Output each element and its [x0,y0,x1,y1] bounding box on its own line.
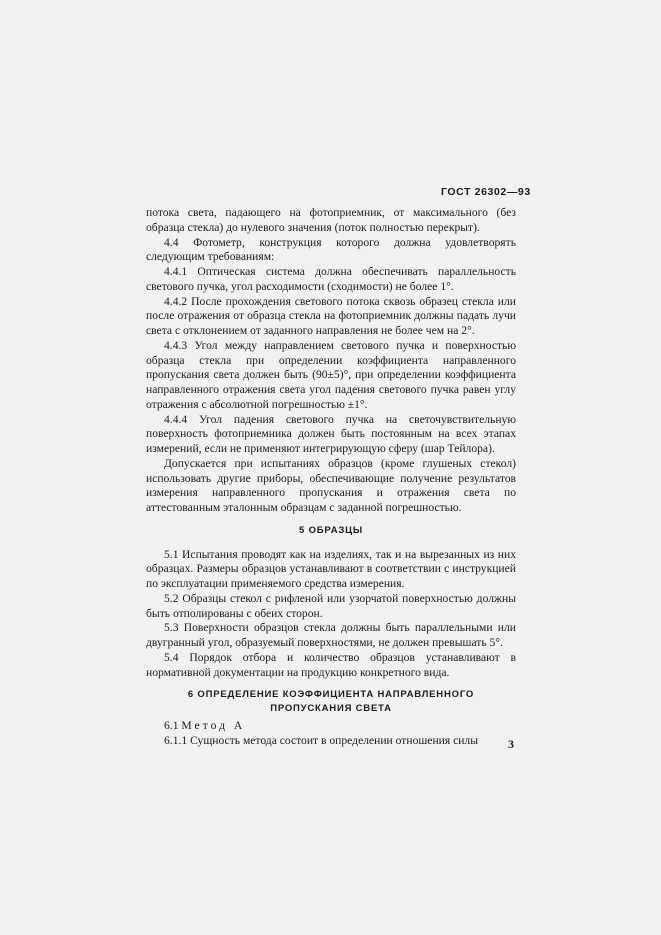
subsection-heading [146,719,516,734]
paragraph: 5.4 Порядок отбора и количество образцов устанавливают в нормативной документации на продукцию конкретного вида. [146,650,516,679]
section-title [146,688,516,716]
paragraph: 6.1.1 Сущность метода состоит в определении отношения силы [164,734,479,747]
paragraph: 4.4.3 Угол между направлением светового пучка и поверхностью образца стекла при определении коэффициента направленного пропускания света должен быть (90±5)°, при определении коэффициента направленного отражения света угол падения светового пучка равен углу отражения с абсолютной погрешностью ±1°. [146,338,516,411]
paragraph: 5.3 Поверхности образцов стекла должны быть параллельными или двугранный угол, образуемый поверхностями, не должен превышать 5°. [146,621,516,649]
paragraph: потока света, падающего на фотоприемник, от максимального (без образца стекла) до нулевого значения (поток полностью перекрыт). [146,206,516,234]
paragraph: 4.4 Фотометр, конструкция которого должна удовлетворять следующим требованиям: [146,235,516,264]
paragraph: Допускается при испытаниях образцов (кроме глушеных стекол) использовать другие приборы, обеспечивающие получение результатов измерения направленного пропускания и отражения света по аттестованным эталонным образцам с заданной погрешностью. [146,456,516,514]
section-title-line: ПРОПУСКАНИЯ СВЕТА [270,703,392,715]
subsection-number: 6.1 [164,719,179,733]
paragraph: 5.2 Образцы стекол с рифленой или узорчатой поверхностью должны быть отполированы с обеих сторон. [146,591,516,620]
paragraph: 4.4.1 Оптическая система должна обеспечивать параллельность светового пучка, угол расходимости (сходимости) не более 1°. [146,265,516,293]
document-header: ГОСТ 26302—93 [441,186,531,198]
paragraph: 5.1 Испытания проводят как на изделиях, так и на вырезанных из них образцах. Размеры образцов устанавливают в соответствии с инструкцией по эксплуатации применяемого средства измерения. [146,547,516,590]
paragraph: 4.4.4 Угол падения светового пучка на светочувствительную поверхность фотоприемника должен быть постоянным на всех этапах измерений, если не применяют интегрирующую сферу (шар Тейлора). [146,412,516,455]
section-title-line: 6 ОПРЕДЕЛЕНИЕ КОЭФФИЦИЕНТА НАПРАВЛЕННОГО [187,689,475,701]
paragraph: 4.4.2 После прохождения светового потока сквозь образец стекла или после отражения от образца стекла на фотоприемник должны падать лучи света с отклонением от заданного направления не более чем на 2°. [146,294,516,337]
subsection-title: Метод А [181,719,246,733]
section-title: 5 ОБРАЗЦЫ [299,524,363,536]
document-body [146,206,516,749]
page-number: 3 [508,737,514,751]
